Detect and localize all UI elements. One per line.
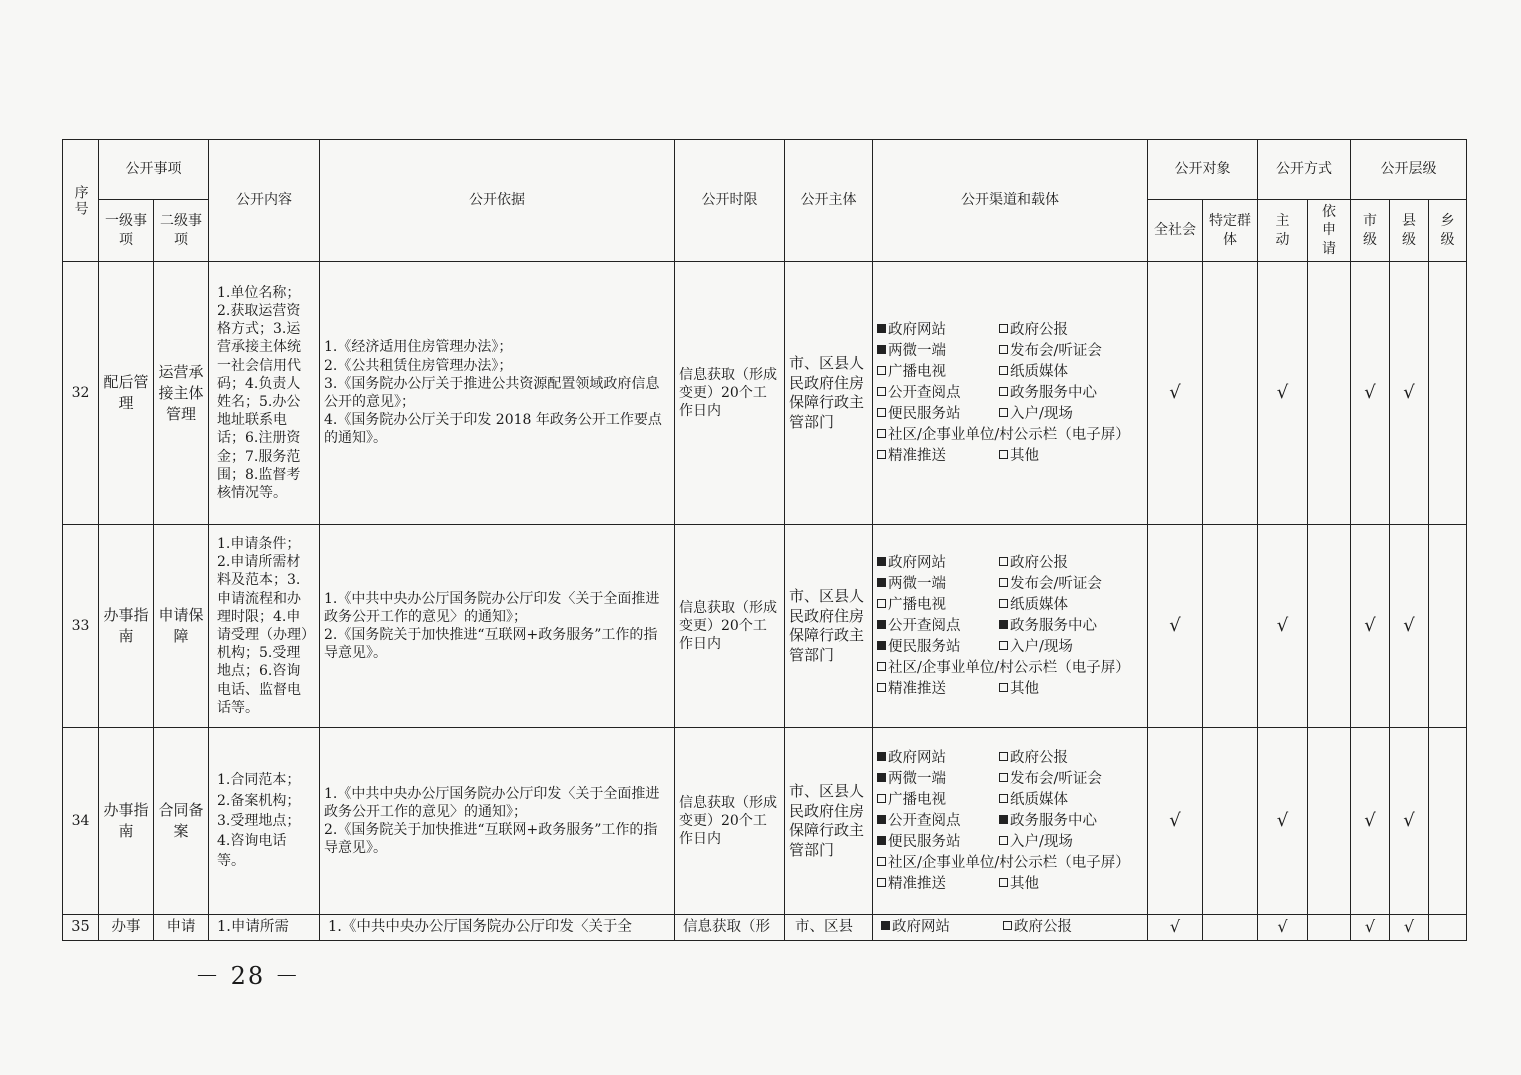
channel-broadcast: 广播电视 (888, 596, 946, 613)
check-level-city: √ (1351, 728, 1390, 915)
unchecked-box-icon (877, 857, 886, 866)
check-target-all: √ (1148, 915, 1203, 941)
row-level2: 运营承接主体管理 (154, 262, 209, 525)
unchecked-box-icon (877, 662, 886, 671)
header-channel: 公开渠道和载体 (873, 140, 1148, 262)
empty-method-request (1308, 262, 1351, 525)
checked-box-icon (877, 578, 886, 587)
channel-gov-gazette: 政府公报 (1010, 321, 1068, 338)
header-method-active: 主动 (1258, 200, 1308, 262)
table-row (63, 915, 1467, 941)
row-seq: 35 (63, 915, 99, 941)
channel-bulletin: 社区/企事业单位/村公示栏（电子屏） (888, 854, 1130, 871)
header-level-city: 市级 (1351, 200, 1390, 262)
channel-paper: 纸质媒体 (1010, 791, 1068, 808)
checked-box-icon (999, 620, 1008, 629)
channel-gov-gazette: 政府公报 (1010, 749, 1068, 766)
unchecked-box-icon (877, 366, 886, 375)
check-level-city: √ (1351, 915, 1390, 941)
channel-two-micro: 两微一端 (888, 770, 946, 787)
channel-convenience: 便民服务站 (888, 833, 961, 850)
row-channels (873, 525, 1148, 728)
header-content: 公开内容 (209, 140, 320, 262)
check-method-active: √ (1258, 262, 1308, 525)
row-basis (320, 525, 675, 728)
channel-gov-website: 政府网站 (892, 918, 950, 935)
checked-box-icon (877, 773, 886, 782)
channel-other: 其他 (1010, 447, 1039, 464)
row-time-limit: 信息获取（形成变更）20个工作日内 (675, 728, 785, 915)
header-target-specific: 特定群体 (1203, 200, 1258, 262)
check-target-all: √ (1148, 262, 1203, 525)
row-subject: 市、区县人民政府住房保障行政主管部门 (785, 525, 873, 728)
channel-reading-point: 公开查阅点 (888, 617, 961, 634)
header-target: 公开对象 (1148, 140, 1258, 200)
unchecked-box-icon (999, 557, 1008, 566)
header-method: 公开方式 (1258, 140, 1351, 200)
empty-level-town (1429, 262, 1467, 525)
header-basis: 公开依据 (320, 140, 675, 262)
basis-item: 2.《国务院关于加快推进“互联网+政务服务”工作的指导意见》。 (324, 822, 658, 857)
channel-reading-point: 公开查阅点 (888, 384, 961, 401)
channel-bulletin: 社区/企事业单位/村公示栏（电子屏） (888, 659, 1130, 676)
unchecked-box-icon (999, 599, 1008, 608)
empty-method-request (1308, 525, 1351, 728)
unchecked-box-icon (999, 794, 1008, 803)
unchecked-box-icon (877, 683, 886, 692)
unchecked-box-icon (877, 599, 886, 608)
channel-two-micro: 两微一端 (888, 575, 946, 592)
row-level2: 申请保障 (154, 525, 209, 728)
empty-level-town (1429, 525, 1467, 728)
row-content: 1.申请所需 (209, 915, 320, 941)
channel-gov-gazette: 政府公报 (1010, 554, 1068, 571)
header-items: 公开事项 (99, 140, 209, 200)
channel-gov-website: 政府网站 (888, 321, 946, 338)
row-time-limit: 信息获取（形 (675, 915, 785, 941)
channel-paper: 纸质媒体 (1010, 596, 1068, 613)
row-content: 1.单位名称；2.获取运营资格方式；3.运营承接主体统一社会信用代码；4.负责人姓名；5.办公地址联系电话；6.注册资金；7.服务范围；8.监督考核情况等。 (209, 262, 320, 525)
channel-door: 入户/现场 (1010, 638, 1073, 655)
checked-box-icon (877, 836, 886, 845)
channel-convenience: 便民服务站 (888, 638, 961, 655)
unchecked-box-icon (877, 878, 886, 887)
empty-target-specific (1203, 915, 1258, 941)
check-level-county: √ (1390, 525, 1429, 728)
check-method-active: √ (1258, 728, 1308, 915)
basis-item: 2.《公共租赁住房管理办法》； (324, 357, 513, 374)
row-basis (320, 728, 675, 915)
row-channels (873, 728, 1148, 915)
basis-item: 3.《国务院办公厅关于推进公共资源配置领域政府信息公开的意见》； (324, 375, 660, 410)
empty-target-specific (1203, 728, 1258, 915)
header-level1: 一级事项 (99, 200, 154, 262)
checked-box-icon (877, 620, 886, 629)
channel-gov-website: 政府网站 (888, 554, 946, 571)
disclosure-table (62, 139, 1467, 941)
unchecked-box-icon (999, 366, 1008, 375)
row-content: 1.申请条件；2.申请所需材料及范本；3.申请流程和办理时限；4.申请受理（办理）机构；5.受理地点；6.咨询电话、监督电话等。 (209, 525, 320, 728)
header-target-all: 全社会 (1148, 200, 1203, 262)
unchecked-box-icon (999, 387, 1008, 396)
header-level-county: 县级 (1390, 200, 1429, 262)
table-row (63, 525, 1467, 728)
table-row (63, 262, 1467, 525)
checked-box-icon (877, 557, 886, 566)
channel-other: 其他 (1010, 875, 1039, 892)
row-seq: 32 (63, 262, 99, 525)
empty-level-town (1429, 728, 1467, 915)
unchecked-box-icon (877, 794, 886, 803)
check-target-all: √ (1148, 728, 1203, 915)
row-level1: 办事指南 (99, 525, 154, 728)
check-level-county: √ (1390, 262, 1429, 525)
checked-box-icon (877, 641, 886, 650)
channel-gov-gazette: 政府公报 (1014, 918, 1072, 935)
unchecked-box-icon (999, 773, 1008, 782)
unchecked-box-icon (877, 450, 886, 459)
row-subject: 市、区县人民政府住房保障行政主管部门 (785, 262, 873, 525)
checked-box-icon (877, 324, 886, 333)
unchecked-box-icon (1003, 921, 1012, 930)
checked-box-icon (877, 752, 886, 761)
empty-method-request (1308, 915, 1351, 941)
channel-service-center: 政务服务中心 (1010, 812, 1097, 829)
row-level2: 合同备案 (154, 728, 209, 915)
checked-box-icon (877, 815, 886, 824)
row-level1: 办事指南 (99, 728, 154, 915)
row-subject: 市、区县人民政府住房保障行政主管部门 (785, 728, 873, 915)
check-target-all: √ (1148, 525, 1203, 728)
unchecked-box-icon (999, 836, 1008, 845)
unchecked-box-icon (999, 578, 1008, 587)
row-time-limit: 信息获取（形成变更）20个工作日内 (675, 525, 785, 728)
channel-push: 精准推送 (888, 447, 946, 464)
unchecked-box-icon (877, 387, 886, 396)
row-level1: 配后管理 (99, 262, 154, 525)
basis-item: 1.《中共中央办公厅国务院办公厅印发〈关于全面推进政务公开工作的意见〉的通知》； (324, 785, 660, 820)
row-time-limit: 信息获取（形成变更）20个工作日内 (675, 262, 785, 525)
channel-paper: 纸质媒体 (1010, 363, 1068, 380)
checked-box-icon (877, 345, 886, 354)
basis-item: 2.《国务院关于加快推进“互联网+政务服务”工作的指导意见》。 (324, 627, 658, 662)
channel-door: 入户/现场 (1010, 405, 1073, 422)
channel-service-center: 政务服务中心 (1010, 384, 1097, 401)
check-method-active: √ (1258, 525, 1308, 728)
row-channels (873, 262, 1148, 525)
channel-gov-website: 政府网站 (888, 749, 946, 766)
unchecked-box-icon (999, 324, 1008, 333)
row-seq: 34 (63, 728, 99, 915)
check-level-county: √ (1390, 915, 1429, 941)
channel-broadcast: 广播电视 (888, 363, 946, 380)
page-number: － 28 － (195, 962, 301, 990)
unchecked-box-icon (999, 683, 1008, 692)
row-level1: 办事 (99, 915, 154, 941)
basis-item: 1.《经济适用住房管理办法》； (324, 339, 513, 356)
channel-convenience: 便民服务站 (888, 405, 961, 422)
basis-item: 1.《中共中央办公厅国务院办公厅印发〈关于全面推进政务公开工作的意见〉的通知》； (324, 590, 660, 625)
row-seq: 33 (63, 525, 99, 728)
header-seq: 序号 (63, 140, 99, 262)
channel-other: 其他 (1010, 680, 1039, 697)
channel-press: 发布会/听证会 (1010, 342, 1102, 359)
header-method-request: 依申请 (1308, 200, 1351, 262)
channel-push: 精准推送 (888, 680, 946, 697)
unchecked-box-icon (999, 752, 1008, 761)
channel-push: 精准推送 (888, 875, 946, 892)
header-level-town: 乡级 (1429, 200, 1467, 262)
unchecked-box-icon (999, 641, 1008, 650)
check-level-city: √ (1351, 262, 1390, 525)
row-basis (320, 262, 675, 525)
header-level: 公开层级 (1351, 140, 1467, 200)
channel-two-micro: 两微一端 (888, 342, 946, 359)
channel-broadcast: 广播电视 (888, 791, 946, 808)
channel-reading-point: 公开查阅点 (888, 812, 961, 829)
unchecked-box-icon (877, 429, 886, 438)
empty-level-town (1429, 915, 1467, 941)
unchecked-box-icon (999, 345, 1008, 354)
unchecked-box-icon (999, 878, 1008, 887)
check-level-city: √ (1351, 525, 1390, 728)
empty-target-specific (1203, 262, 1258, 525)
channel-press: 发布会/听证会 (1010, 770, 1102, 787)
row-level2: 申请 (154, 915, 209, 941)
header-level2: 二级事项 (154, 200, 209, 262)
check-method-active: √ (1258, 915, 1308, 941)
row-content: 1.合同范本；2.备案机构；3.受理地点；4.咨询电话等。 (209, 728, 320, 915)
header-time-limit: 公开时限 (675, 140, 785, 262)
channel-press: 发布会/听证会 (1010, 575, 1102, 592)
checked-box-icon (881, 921, 890, 930)
channel-bulletin: 社区/企事业单位/村公示栏（电子屏） (888, 426, 1130, 443)
unchecked-box-icon (999, 450, 1008, 459)
basis-item: 4.《国务院办公厅关于印发 2018 年政务公开工作要点的通知》。 (324, 412, 662, 447)
check-level-county: √ (1390, 728, 1429, 915)
empty-target-specific (1203, 525, 1258, 728)
unchecked-box-icon (999, 408, 1008, 417)
checked-box-icon (999, 815, 1008, 824)
row-basis: 1.《中共中央办公厅国务院办公厅印发〈关于全 (320, 915, 675, 941)
table-row (63, 728, 1467, 915)
empty-method-request (1308, 728, 1351, 915)
row-subject: 市、区县 (785, 915, 873, 941)
header-subject: 公开主体 (785, 140, 873, 262)
channel-door: 入户/现场 (1010, 833, 1073, 850)
unchecked-box-icon (877, 408, 886, 417)
row-channels (873, 915, 1148, 941)
channel-service-center: 政务服务中心 (1010, 617, 1097, 634)
